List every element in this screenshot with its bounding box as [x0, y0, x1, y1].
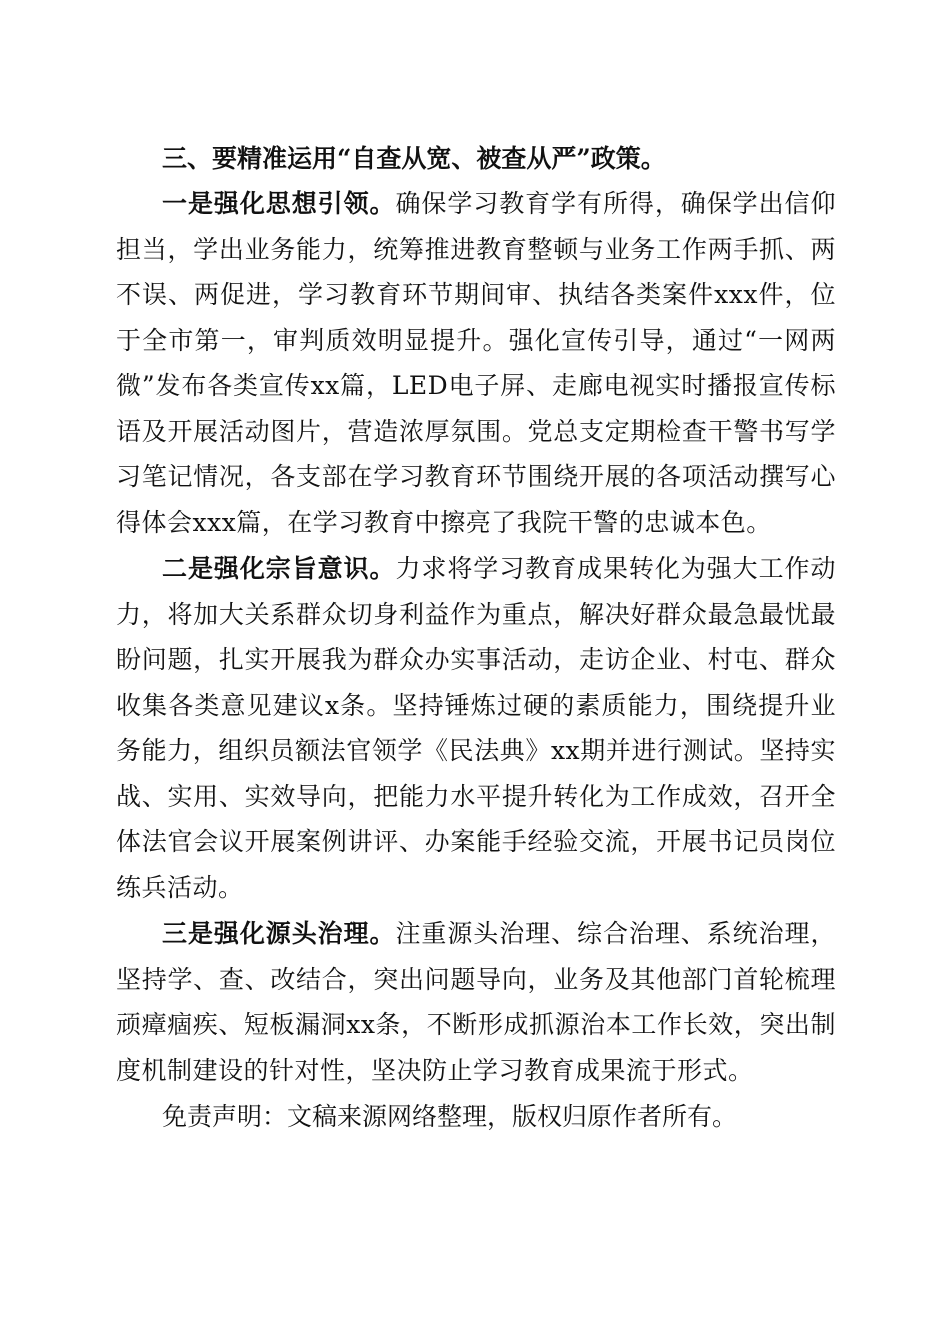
document-page — [116, 136, 836, 1139]
paragraph-lead: 三是强化源头治理。 — [162, 919, 396, 948]
paragraph-lead: 二是强化宗旨意识。 — [162, 554, 396, 583]
paragraph-body: 注重源头治理、综合治理、系统治理，坚持学、查、改结合，突出问题导向，业务及其他部门首轮梳理顽瘴痼疾、短板漏洞xx条，不断形成抓源治本工作长效，突出制度机制建设的针对性，坚决防止学习教育成果流于形式。 — [116, 919, 836, 1085]
paragraph-purpose-awareness — [116, 546, 836, 910]
paragraph-source-governance — [116, 911, 836, 1093]
paragraph-ideological-guidance — [116, 181, 836, 545]
section-heading: 三、要精准运用“自查从宽、被查从严”政策。 — [162, 144, 666, 173]
paragraph-body: 力求将学习教育成果转化为强大工作动力，将加大关系群众切身利益作为重点，解决好群众最急最忧最盼问题，扎实开展我为群众办实事活动，走访企业、村屯、群众收集各类意见建议x条。坚持锤炼过硬的素质能力，围绕提升业务能力，组织员额法官领学《民法典》xx期并进行测试。坚持实战、实用、实效导向，把能力水平提升转化为工作成效，召开全体法官会议开展案例讲评、办案能手经验交流，开展书记员岗位练兵活动。 — [116, 554, 836, 902]
paragraph-body: 确保学习教育学有所得，确保学出信仰担当，学出业务能力，统筹推进教育整顿与业务工作两手抓、两不误、两促进，学习教育环节期间审、执结各类案件xxx件，位于全市第一，审判质效明显提升。强化宣传引导，通过“一网两微”发布各类宣传xx篇，LED电子屏、走廊电视实时播报宣传标语及开展活动图片，营造浓厚氛围。党总支定期检查干警书写学习笔记情况，各支部在学习教育环节围绕开展的各项活动撰写心得体会xxx篇，在学习教育中擦亮了我院干警的忠诚本色。 — [116, 189, 836, 537]
disclaimer: 免责声明：文稿来源网络整理，版权归原作者所有。 — [162, 1102, 738, 1131]
paragraph-lead: 一是强化思想引领。 — [162, 189, 396, 218]
